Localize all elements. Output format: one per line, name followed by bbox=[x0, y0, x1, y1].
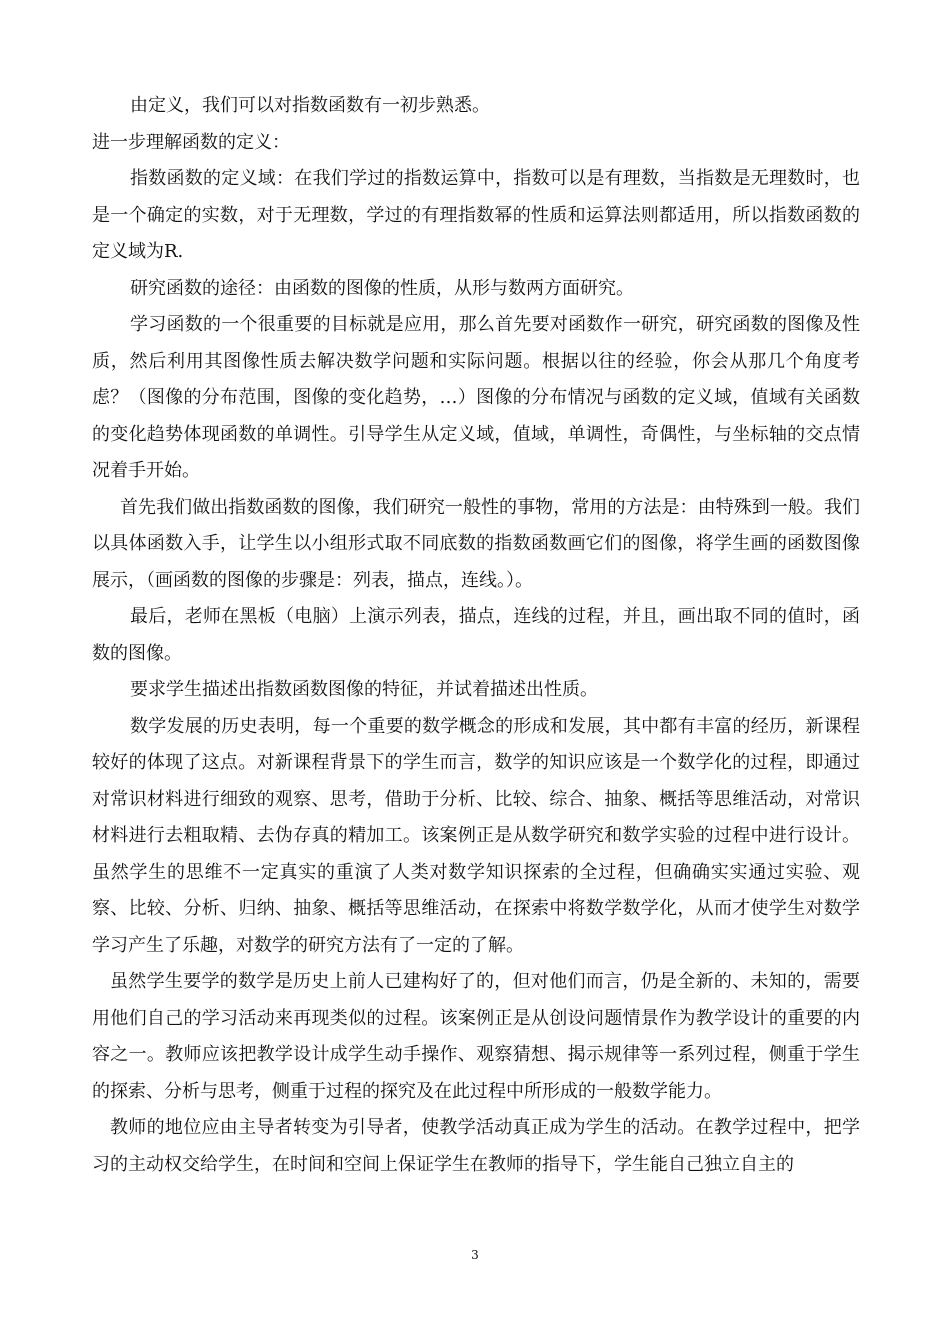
paragraph-describe-features: 要求学生描述出指数函数图像的特征，并试着描述出性质。 bbox=[130, 679, 598, 700]
page-number: 3 bbox=[471, 1248, 479, 1262]
paragraph-math-history: 数学发展的历史表明，每一个重要的数学概念的形成和发展，其中都有丰富的经历，新课程较好的体现了这点。对新课程背景下的学生而言，数学的知识应该是一个数学化的过程，即通过对常识材料进行细致的观察、思考，借助于分析、比较、综合、抽象、概括等思维活动，对常识材料进行去粗取精、去伪存真的精加工。该案例正是从数学研究和数学实验的过程中进行设计。虽然学生的思维不一定真实的重演了人类对数学知识探索的全过程，但确确实实通过实验、观察、比较、分析、归纳、抽象、概括等思维活动，在探索中将数学数学化，从而才使学生对数学学习产生了乐趣，对数学的研究方法有了一定的了解。 bbox=[92, 715, 860, 956]
paragraph-research-approach: 研究函数的途径：由函数的图像的性质，从形与数两方面研究。 bbox=[130, 277, 634, 299]
paragraph-domain: 指数函数的定义域：在我们学过的指数运算中，指数可以是有理数，当指数是无理数时，也是一个确定的实数，对于无理数，学过的有理指数幂的性质和运算法则都适用，所以指数函数的定义域为R. bbox=[92, 168, 860, 262]
paragraph-teacher-demo: 最后，老师在黑板（电脑）上演示列表，描点，连线的过程，并且，画出取不同的值时，函数的图像。 bbox=[92, 606, 860, 664]
paragraph-learning-goal: 学习函数的一个很重要的目标就是应用，那么首先要对函数作一研究，研究函数的图像及性质，然后利用其图像性质去解决数学问题和实际问题。根据以往的经验，你会从那几个角度考虑？（图像的分布范围，图像的变化趋势，…）图像的分布情况与函数的定义域，值域有关函数的变化趋势体现函数的单调性。引导学生从定义域，值域，单调性，奇偶性，与坐标轴的交点情况着手开始。 bbox=[92, 314, 860, 481]
paragraph-draw-graph: 首先我们做出指数函数的图像，我们研究一般性的事物，常用的方法是：由特殊到一般。我们以具体函数入手，让学生以小组形式取不同底数的指数函数画它们的图像，将学生画的函数图像展示，（画函数的图像的步骤是：列表，描点，连线。）。 bbox=[92, 496, 860, 591]
paragraph-teacher-role: 教师的地位应由主导者转变为引导者，使教学活动真正成为学生的活动。在教学过程中，把学习的主动权交给学生，在时间和空间上保证学生在教师的指导下，学生能自己独立自主的 bbox=[92, 1117, 860, 1175]
paragraph-further-understanding: 进一步理解函数的定义： bbox=[92, 131, 290, 153]
paragraph-student-learning: 虽然学生要学的数学是历史上前人已建构好了的，但对他们而言，仍是全新的、未知的，需要用他们自己的学习活动来再现类似的过程。该案例正是从创设问题情景作为教学设计的重要的内容之一。教师应该把教学设计成学生动手操作、观察猜想、揭示规律等一系列过程，侧重于学生的探索、分析与思考，侧重于过程的探究及在此过程中所形成的一般数学能力。 bbox=[92, 971, 860, 1102]
paragraph-definition-intro: 由定义，我们可以对指数函数有一初步熟悉。 bbox=[130, 95, 490, 116]
document-body bbox=[92, 88, 860, 1183]
